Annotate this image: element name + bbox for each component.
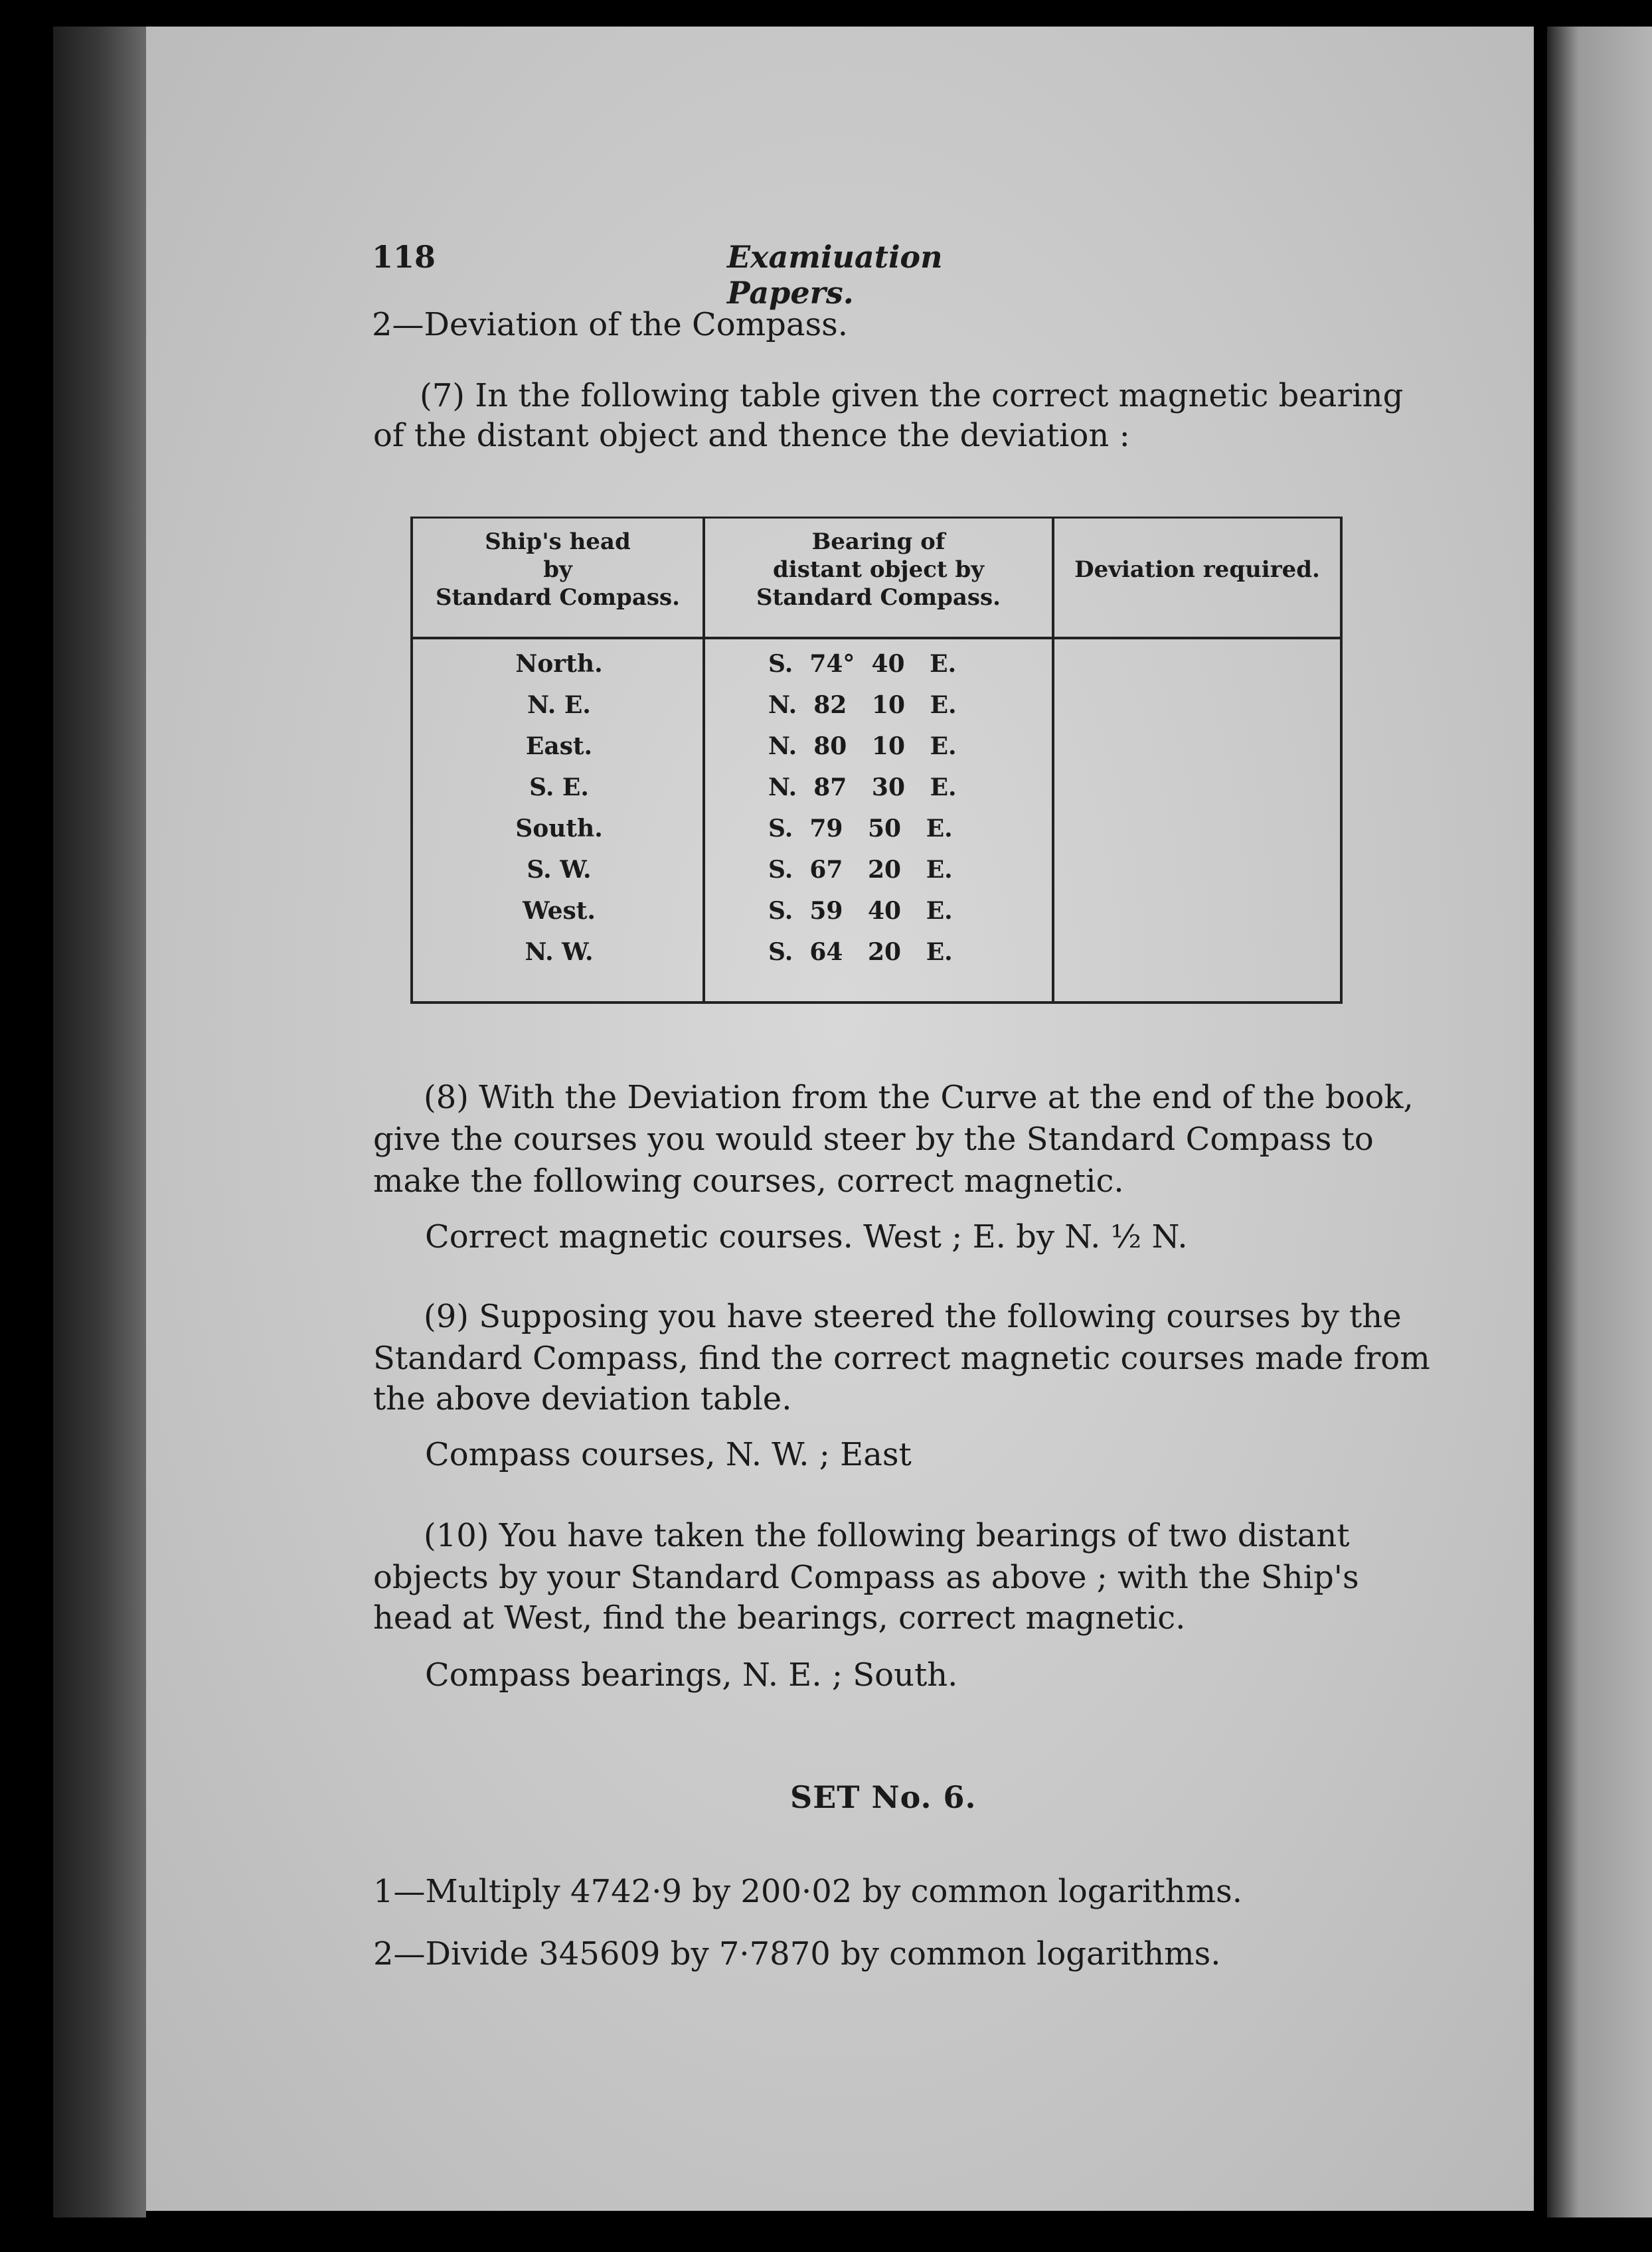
bearing-cell: S. 74° 40 E. — [768, 650, 957, 678]
page-number: 118 — [372, 239, 436, 275]
running-title: Examiuation Papers. — [727, 239, 943, 311]
header-line: Ship's head — [485, 528, 631, 555]
q9-line-3: the above deviation table. — [373, 1380, 792, 1417]
header-line: Standard Compass. — [756, 584, 1001, 611]
table-row — [413, 732, 1343, 773]
ship-head-cell: S. E. — [529, 773, 589, 801]
header-ships-head — [413, 528, 702, 611]
ship-head-cell: N. W. — [525, 938, 594, 966]
set-title: SET No. 6. — [790, 1779, 977, 1815]
table-row — [413, 691, 1343, 732]
book-spine — [53, 27, 146, 2217]
header-line: by — [543, 556, 572, 583]
header-line: distant object by — [773, 556, 984, 583]
bearing-cell: N. 82 10 E. — [768, 691, 957, 719]
q9-line-2: Standard Compass, find the correct magnetic courses made from — [373, 1340, 1430, 1377]
ship-head-cell: North. — [515, 650, 603, 678]
bearing-cell: S. 64 20 E. — [768, 938, 953, 966]
set-item-1: 1—Multiply 4742·9 by 200·02 by common logarithms. — [373, 1873, 1243, 1910]
q10-bearings: Compass bearings, N. E. ; South. — [425, 1656, 958, 1694]
facing-page-edge — [1547, 27, 1652, 2217]
q8-courses: Correct magnetic courses. West ; E. by N. ½ N. — [425, 1218, 1188, 1255]
table-row — [413, 938, 1343, 979]
header-line: Standard Compass. — [436, 584, 680, 611]
bearing-cell: N. 87 30 E. — [768, 773, 957, 801]
table-row — [413, 856, 1343, 897]
q8-line-1: (8) With the Deviation from the Curve at the end of the book, — [424, 1079, 1414, 1116]
ship-head-cell: East. — [525, 732, 593, 760]
bearing-cell: S. 67 20 E. — [768, 856, 953, 884]
page-header — [372, 239, 1036, 311]
bearing-cell: N. 80 10 E. — [768, 732, 957, 760]
q9-line-1: (9) Supposing you have steered the following courses by the — [424, 1298, 1402, 1335]
q7-line-2: of the distant object and thence the deviation : — [373, 417, 1130, 454]
section-heading: 2—Deviation of the Compass. — [372, 306, 849, 343]
ship-head-cell: S. W. — [527, 856, 592, 884]
table-row — [413, 815, 1343, 856]
q9-courses: Compass courses, N. W. ; East — [425, 1436, 912, 1473]
bearing-cell: S. 59 40 E. — [768, 897, 953, 925]
q10-line-1: (10) You have taken the following bearings of two distant — [424, 1517, 1350, 1554]
header-line: Bearing of — [811, 528, 946, 555]
q8-line-2: give the courses you would steer by the Standard Compass to — [373, 1121, 1374, 1158]
ship-head-cell: South. — [515, 815, 603, 843]
q10-line-2: objects by your Standard Compass as above ; with the Ship's — [373, 1559, 1359, 1596]
table-row — [413, 650, 1343, 691]
q8-line-3: make the following courses, correct magnetic. — [373, 1163, 1124, 1200]
bearing-cell: S. 79 50 E. — [768, 815, 953, 843]
table-header-rule — [413, 637, 1340, 639]
deviation-table — [410, 517, 1343, 1004]
set-item-2: 2—Divide 345609 by 7·7870 by common logarithms. — [373, 1935, 1221, 1972]
table-row — [413, 773, 1343, 815]
header-deviation: Deviation required. — [1074, 556, 1320, 583]
header-bearing — [705, 528, 1052, 611]
ship-head-cell: West. — [523, 897, 596, 925]
q7-line-1: (7) In the following table given the correct magnetic bearing — [420, 377, 1404, 414]
table-row — [413, 897, 1343, 938]
q10-line-3: head at West, find the bearings, correct magnetic. — [373, 1599, 1186, 1637]
ship-head-cell: N. E. — [527, 691, 591, 719]
